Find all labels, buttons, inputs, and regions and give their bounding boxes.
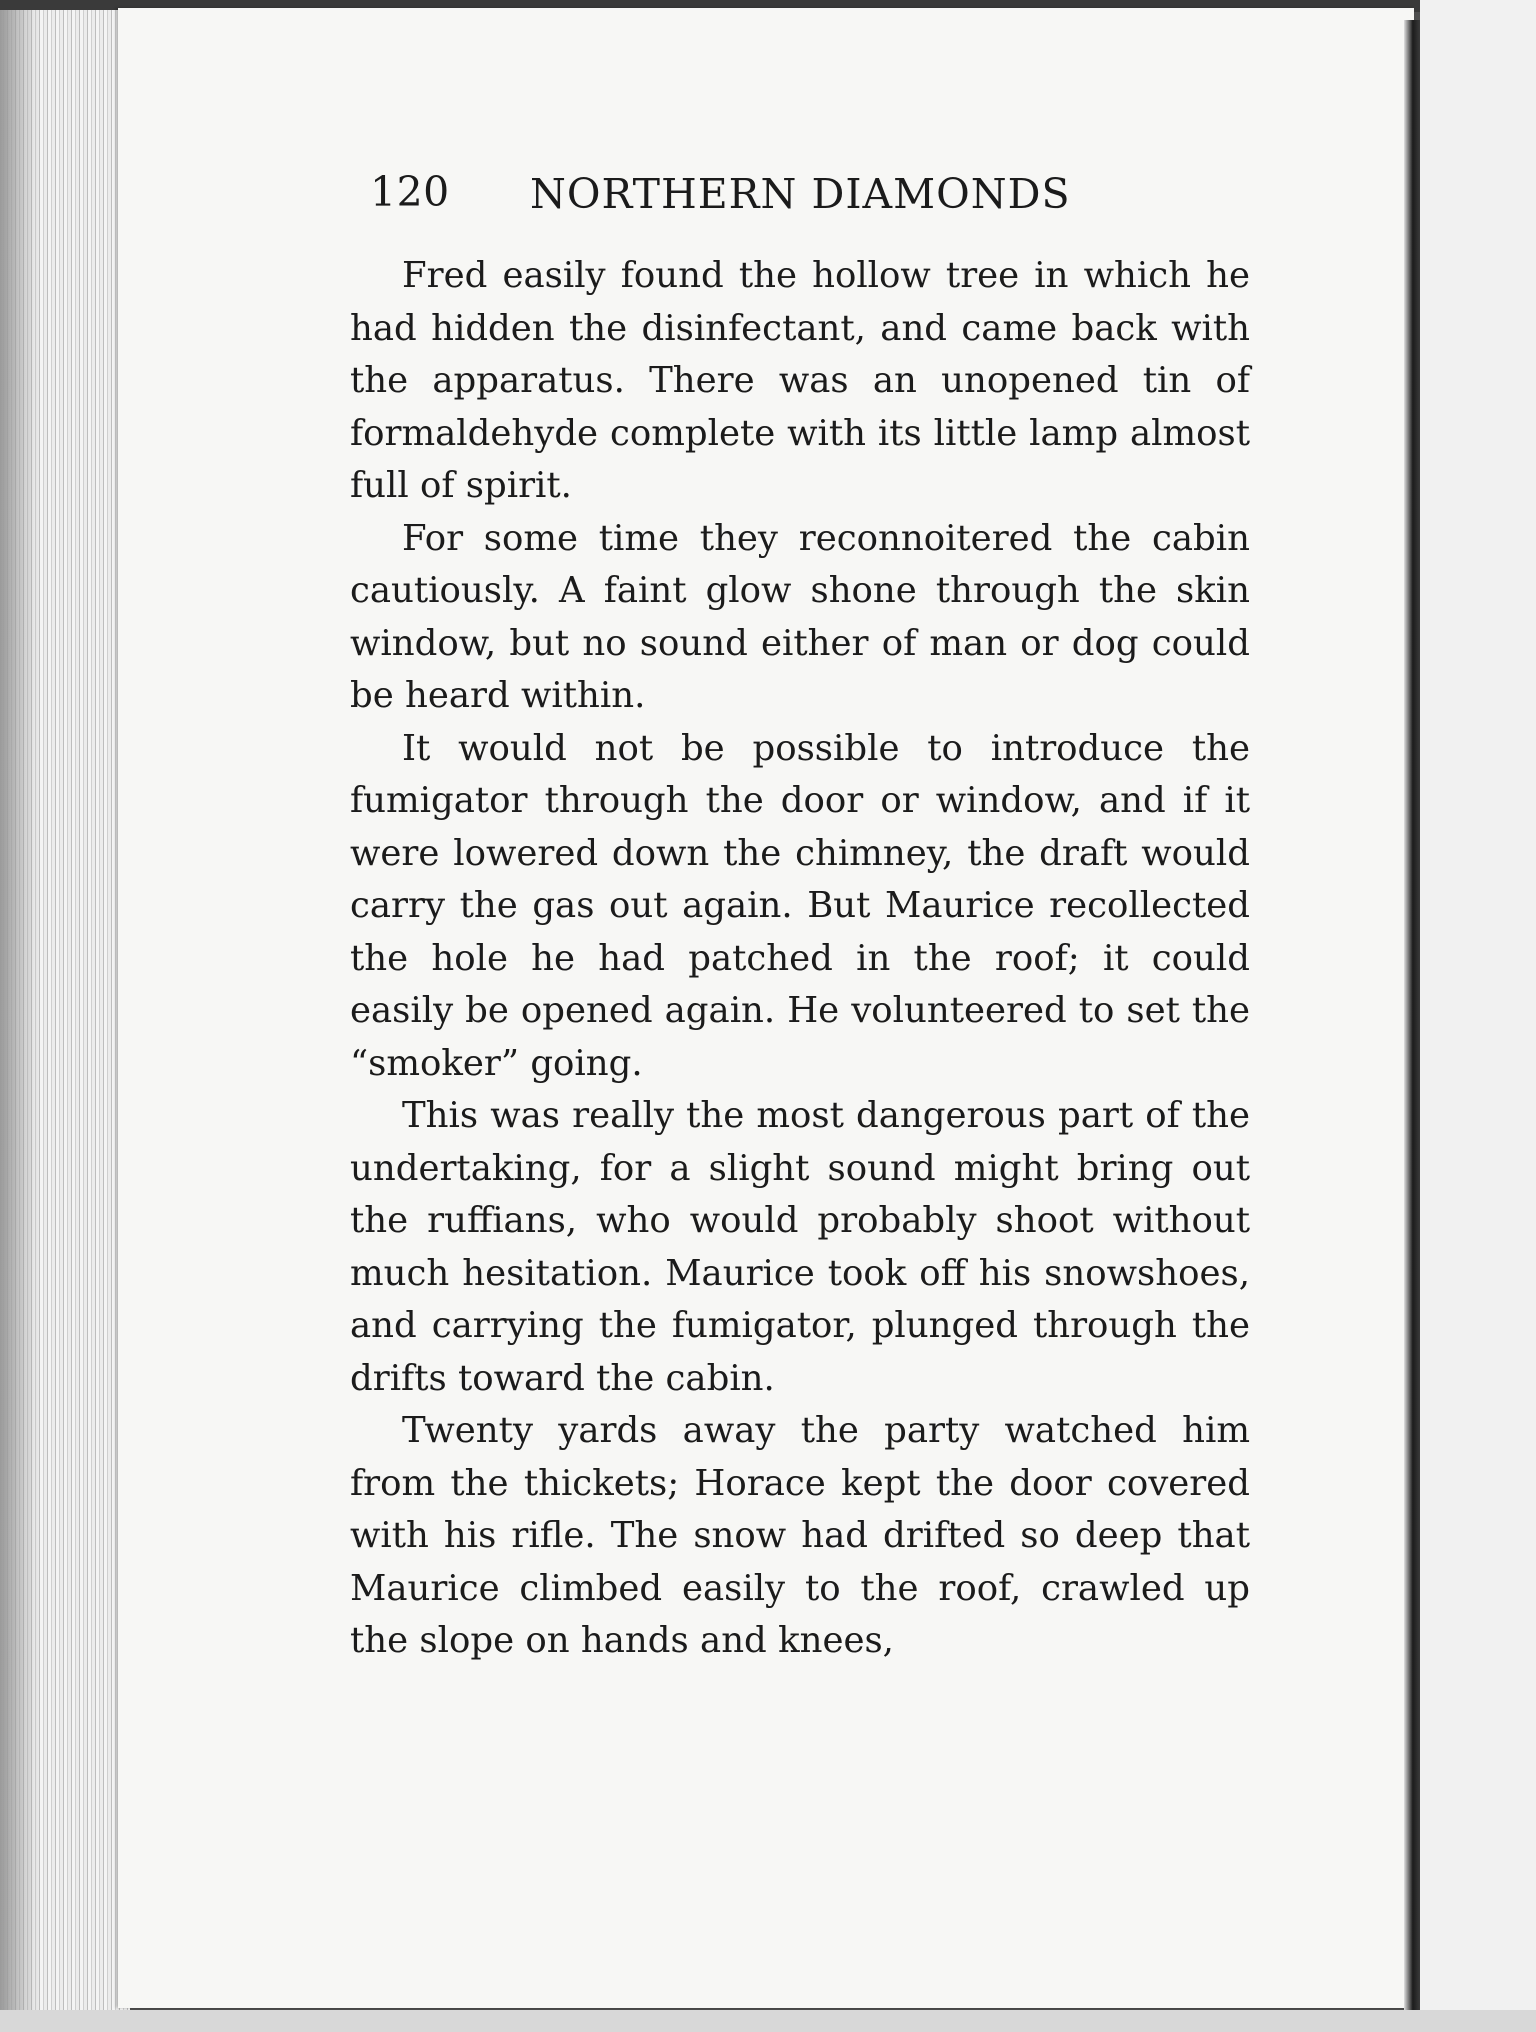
facing-page <box>1420 0 1536 2032</box>
page-text-block <box>350 158 1250 1668</box>
book-edge-shadow <box>0 10 40 2032</box>
paragraph-4: This was really the most dangerous part of the undertaking, for a slight sound might bring out the ruffians, who would probably shoot without much hesitation. Maurice took off his snowshoes, and carrying the fumigator, plunged through the drifts toward the cabin. <box>350 1095 1250 1399</box>
paragraph-2: For some time they reconnoitered the cabin cautiously. A faint glow shone through the skin window, but no sound either of man or dog could be heard within. <box>350 517 1250 716</box>
paragraph-3: It would not be possible to introduce the fumigator through the door or window, and if it were lowered down the chimney, the draft would carry the gas out again. But Maurice recollected the hole he had patched in the roof; it could easily be opened again. He volunteered to set the “smoker” going. <box>350 727 1250 1084</box>
page-gutter-edge <box>1404 20 1420 2010</box>
running-head <box>350 158 1250 228</box>
scan-bottom-border <box>0 2010 1536 2032</box>
paragraph-1: Fred easily found the hollow tree in which he had hidden the disinfectant, and came back with the apparatus. There was an unopened tin of formaldehyde complete with its little lamp almost full of spirit. <box>350 255 1250 506</box>
running-title: NORTHERN DIAMONDS <box>530 170 1071 218</box>
page-number: 120 <box>370 168 450 216</box>
paragraph-5: Twenty yards away the party watched him from the thickets; Horace kept the door covered with his rifle. The snow had drifted so deep that Maurice climbed easily to the roof, crawled up the slope on hands and knees, <box>350 1410 1250 1661</box>
